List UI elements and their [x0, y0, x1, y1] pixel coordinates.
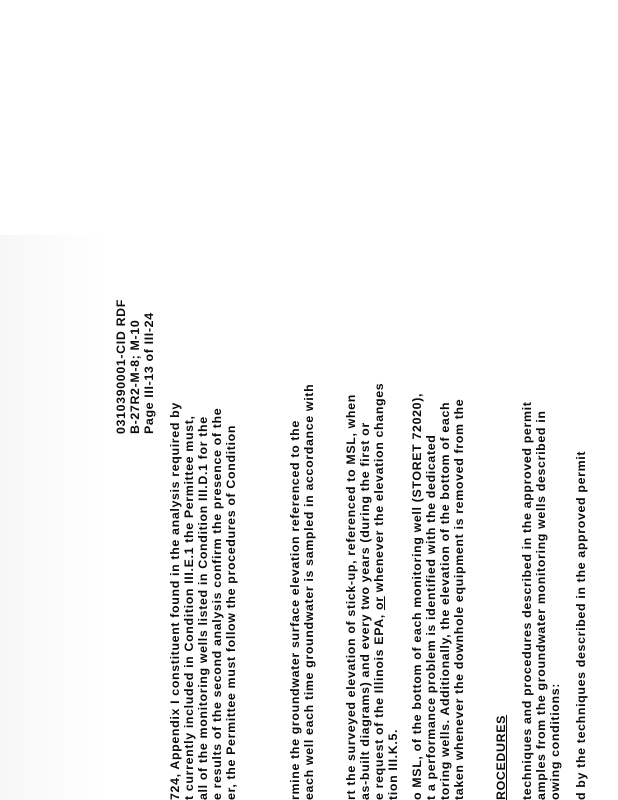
para3-line3-or: or [372, 596, 386, 611]
para3-line4: tion III.K.5. [386, 728, 400, 800]
para1-line2: t currently included in Condition III.E.1 the Permittee must, [182, 415, 196, 800]
header-permit-id: 0310390001-CID RDF [114, 299, 128, 434]
para5-line1: techniques and procedures described in the approved permit [520, 401, 534, 800]
para4-line4: taken whenever the downhole equipment is removed from the [452, 398, 466, 800]
para3-line3-end: whenever the elevation changes [372, 382, 386, 597]
para2-line1: rmine the groundwater surface elevation referenced to the [288, 420, 302, 800]
para1-line1: 724, Appendix I constituent found in the analysis required by [168, 402, 182, 800]
header-permit-number: B-27R2-M-8; M-10 [128, 319, 142, 434]
section-heading: ROCEDURES [494, 714, 508, 800]
blank-margin [0, 0, 618, 235]
para6-line1: d by the techniques described in the approved permit [574, 450, 588, 800]
para1-line3: all of the monitoring wells listed in Condition III.D.1 for the [196, 416, 210, 800]
para3-line2: as-built diagrams) and every two years (during the first or [358, 422, 372, 800]
para2-line2: each well each time groundwater is sampled in accordance with [302, 383, 316, 800]
para3-line3 [373, 383, 385, 800]
para4-line2: t a performance problem is identified with the dedicated [424, 434, 438, 800]
para4-line3: toring wells. Additionally, the elevation of the bottom of each [438, 401, 452, 800]
para3-line1: rt the surveyed elevation of stick-up, referenced to MSL, when [344, 394, 358, 800]
para1-line4: e results of the second analysis confirm the presence of the [210, 407, 224, 800]
para1-line5: er, the Permittee must follow the procedures of Condition [224, 424, 238, 800]
header-page-number: Page III-13 of III-24 [142, 312, 156, 434]
para3-line3-start: e request of the Illinois EPA, [372, 610, 386, 800]
para4-line1: o MSL, of the bottom of each monitoring well (STORET 72020), [410, 392, 424, 800]
para5-line2: amples from the groundwater monitoring wells described in [534, 410, 548, 800]
para5-line3: owing conditions: [548, 682, 562, 800]
scan-shadow [0, 235, 110, 800]
